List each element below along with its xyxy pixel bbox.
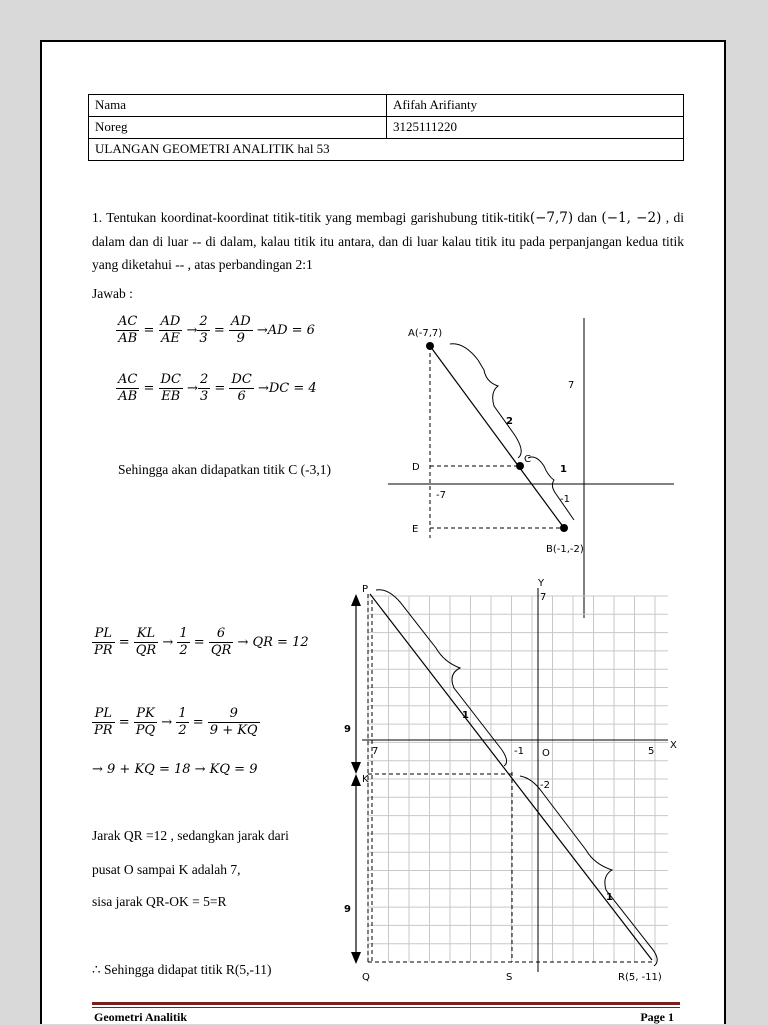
label-p: P (362, 584, 369, 595)
footer-rule (92, 1002, 680, 1005)
footer-left: Geometri Analitik (94, 1010, 187, 1024)
conclusion-2: ∴ Sehingga didapat titik R(5,-11) (92, 962, 272, 977)
equation-1: $\frac{AC}{AB}$ = $\frac{AD}{AE}$ → $\frac{2}{3}$ = $\frac{AD}{9}$ →AD = 6 (118, 314, 315, 346)
label-e: E (412, 524, 419, 535)
text-line-1: Jarak QR =12 , sedangkan jarak dari (92, 828, 289, 843)
text-line-3: sisa jarak QR-OK = 5=R (92, 894, 227, 909)
label-one-bottom: 1 (606, 892, 613, 903)
question-dan: dan (577, 210, 598, 225)
diagram-ratio-2 (332, 578, 682, 992)
point-b-dot (560, 524, 568, 532)
label-yneg2: -2 (540, 780, 550, 791)
jawab-label: Jawab : (92, 286, 133, 301)
name-label: Nama (89, 95, 387, 117)
brace-2 (450, 344, 521, 458)
label-neg1: -1 (560, 494, 570, 505)
label-y: Y (538, 578, 545, 589)
segment-ab (430, 346, 564, 528)
info-table (88, 94, 684, 161)
label-x: X (670, 740, 677, 751)
label-a: A(-7,7) (408, 328, 443, 339)
noreg-label: Noreg (89, 117, 387, 139)
diagram-ratio-1 (382, 312, 682, 622)
label-y7: 7 (540, 592, 547, 603)
label-seven: 7 (568, 380, 575, 391)
point-a: (−7,7) (529, 210, 574, 226)
name-value: Afifah Arifianty (387, 95, 684, 117)
noreg-value: 3125111220 (387, 117, 684, 139)
label-x5: 5 (648, 746, 655, 757)
label-x7: 7 (372, 746, 379, 757)
label-k: K (362, 774, 369, 785)
label-c: C (524, 454, 531, 465)
equation-4: $\frac{PL}{PR}$ = $\frac{PK}{PQ}$ → $\frac{1}{2}$ = $\frac{9}{9 + KQ}$ (94, 706, 258, 738)
footer-right: Page 1 (640, 1010, 674, 1024)
question-text (92, 206, 684, 276)
question-part1: 1. Tentukan koordinat-koordinat titik-titik yang membagi garishubung titik-titik (92, 210, 530, 225)
label-s: S (506, 972, 513, 983)
equation-3: $\frac{PL}{PR}$ = $\frac{KL}{QR}$ → $\frac{1}{2}$ = $\frac{6}{QR}$ → QR = 12 (94, 626, 309, 658)
equation-2: $\frac{AC}{AB}$ = $\frac{DC}{EB}$ → $\frac{2}{3}$ = $\frac{DC}{6}$ →DC = 4 (118, 372, 317, 404)
label-r: R(5, -11) (618, 972, 662, 983)
equation-5: → 9 + KQ = 18 → KQ = 9 (92, 762, 258, 777)
label-d: D (412, 462, 420, 473)
conclusion-1: Sehingga akan didapatkan titik C (-3,1) (118, 462, 331, 477)
document-page (40, 40, 726, 1024)
exam-title: ULANGAN GEOMETRI ANALITIK hal 53 (89, 139, 684, 161)
label-two: 2 (506, 416, 513, 427)
label-one-top: 1 (462, 710, 469, 721)
label-o: O (542, 748, 550, 759)
label-neg7: -7 (436, 490, 446, 501)
text-line-2: pusat O sampai K adalah 7, (92, 862, 241, 877)
label-nine-top: 9 (344, 724, 351, 735)
point-b: (−1, −2) (601, 210, 662, 226)
question-part2: , di dalam dan di luar -- di dalam, kalau titik itu antara, dan di luar kalau titik itu pada perpanjangan kedua titik yang diketahui -- , atas perbandingan 2:1 (92, 210, 685, 272)
label-q: Q (362, 972, 370, 983)
label-nine-bottom: 9 (344, 904, 351, 915)
label-one: 1 (560, 464, 567, 475)
grid (368, 596, 668, 962)
label-b: B(-1,-2) (546, 544, 584, 555)
label-xneg1: -1 (514, 746, 524, 757)
